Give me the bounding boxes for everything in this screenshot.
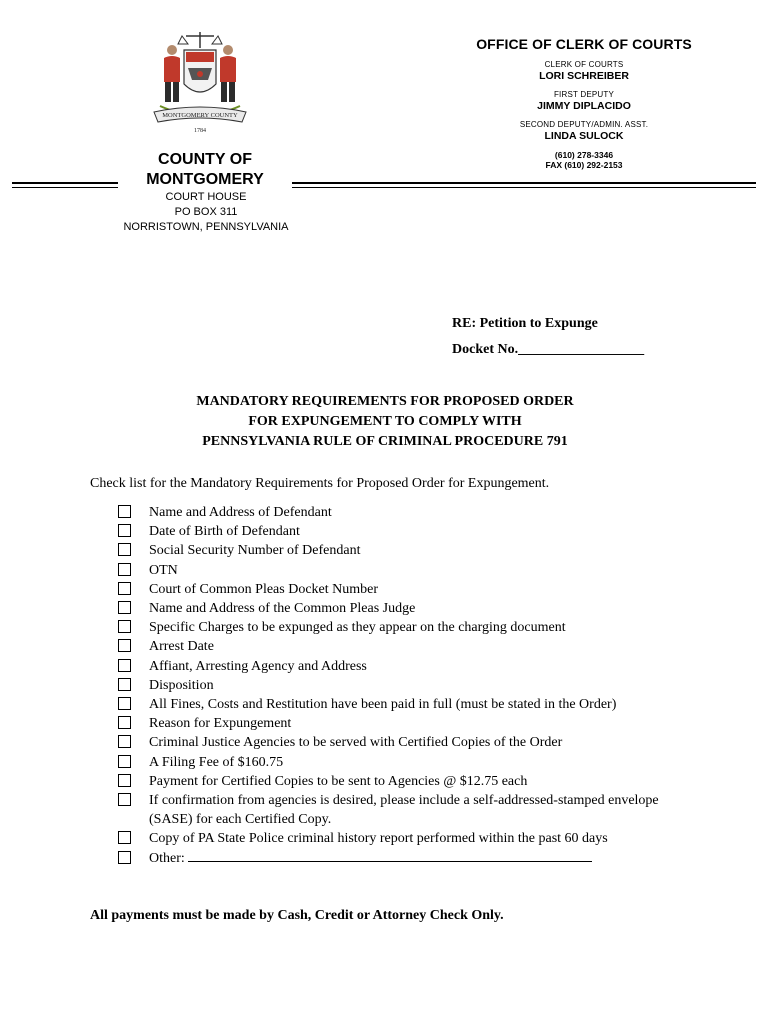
checklist-item	[118, 753, 678, 772]
checklist-item	[118, 561, 678, 580]
checklist-item-label: Disposition	[149, 677, 214, 693]
county-name-line1: COUNTY OF	[158, 151, 252, 168]
checklist-item-label: All Fines, Costs and Restitution have been paid in full (must be stated in the Order)	[149, 697, 617, 713]
checklist-item	[118, 695, 678, 714]
checkbox[interactable]	[118, 774, 131, 787]
document-heading	[90, 392, 680, 452]
checklist-item	[118, 503, 678, 522]
checkbox[interactable]	[118, 601, 131, 614]
checklist-item	[118, 618, 678, 637]
docket-number-field: Docket No.__________________	[452, 342, 645, 357]
heading-line: PENNSYLVANIA RULE OF CRIMINAL PROCEDURE 791	[202, 434, 568, 449]
checklist-item-label: Payment for Certified Copies to be sent to Agencies @ $12.75 each	[149, 773, 528, 789]
checklist-item	[118, 522, 678, 541]
checkbox[interactable]	[118, 831, 131, 844]
address-line: NORRISTOWN, PENNSYLVANIA	[123, 221, 289, 233]
checkbox[interactable]	[118, 639, 131, 652]
checklist-item-label: Social Security Number of Defendant	[149, 543, 361, 559]
header-rule-left-lower	[12, 187, 118, 188]
checklist-item	[118, 599, 678, 618]
staff-name: LORI SCHREIBER	[539, 70, 629, 82]
checkbox[interactable]	[118, 563, 131, 576]
staff-role: SECOND DEPUTY/ADMIN. ASST.	[519, 120, 649, 129]
address-line: PO BOX 311	[174, 206, 238, 218]
checklist-item-label: Affiant, Arresting Agency and Address	[149, 658, 367, 674]
checklist-item-label: Criminal Justice Agencies to be served with Certified Copies of the Order	[149, 735, 563, 751]
checklist-item	[118, 791, 678, 829]
county-seal-logo	[150, 28, 250, 140]
county-name-line2: MONTGOMERY	[146, 171, 264, 188]
checklist-item	[118, 733, 678, 752]
checkbox[interactable]	[118, 620, 131, 633]
county-name	[140, 150, 270, 190]
staff-name: JIMMY DIPLACIDO	[537, 100, 631, 112]
heading-line: FOR EXPUNGEMENT TO COMPLY WITH	[248, 414, 522, 429]
checklist-item-label: Reason for Expungement	[149, 716, 292, 732]
checklist-item-label: Court of Common Pleas Docket Number	[149, 581, 379, 597]
checklist-item	[118, 657, 678, 676]
checklist-item	[118, 637, 678, 656]
checklist-item-label: If confirmation from agencies is desired, please include a self-addressed-stamped envelope (SASE) for each Certified Copy.	[149, 793, 659, 828]
staff-role: FIRST DEPUTY	[553, 90, 615, 99]
re-subject: RE: Petition to Expunge	[452, 316, 598, 331]
checklist-intro: Check list for the Mandatory Requirements for Proposed Order for Expungement.	[90, 476, 550, 491]
checklist-item-label: Copy of PA State Police criminal history report performed within the past 60 days	[149, 831, 608, 847]
checkbox[interactable]	[118, 851, 131, 864]
checkbox[interactable]	[118, 697, 131, 710]
payment-note: All payments must be made by Cash, Credit or Attorney Check Only.	[90, 908, 504, 923]
requirements-checklist	[118, 503, 678, 868]
phone-number: (610) 278-3346	[554, 150, 614, 160]
checklist-item-label: Date of Birth of Defendant	[149, 524, 300, 540]
checkbox[interactable]	[118, 793, 131, 806]
checklist-item-label: A Filing Fee of $160.75	[149, 754, 284, 770]
court-address	[110, 190, 302, 235]
checklist-item	[118, 829, 678, 848]
checklist-item-label: Other:	[149, 850, 185, 866]
office-title: OFFICE OF CLERK OF COURTS	[476, 36, 692, 52]
fax-number: FAX (610) 292-2153	[545, 160, 623, 170]
header-rule-left	[12, 182, 118, 184]
checklist-item	[118, 849, 678, 868]
heading-line: MANDATORY REQUIREMENTS FOR PROPOSED ORDER	[196, 394, 574, 409]
checkbox[interactable]	[118, 659, 131, 672]
checklist-item	[118, 676, 678, 695]
seal-ribbon-text: MONTGOMERY COUNTY	[162, 112, 238, 119]
other-fill-line[interactable]	[188, 849, 592, 862]
checklist-item	[118, 541, 678, 560]
staff-role: CLERK OF COURTS	[544, 60, 624, 69]
header-rule-right-lower	[292, 187, 756, 188]
office-header	[470, 36, 698, 170]
checklist-item-label: Arrest Date	[149, 639, 214, 655]
checkbox[interactable]	[118, 582, 131, 595]
seal-year: 1784	[194, 128, 206, 134]
checkbox[interactable]	[118, 678, 131, 691]
address-line: COURT HOUSE	[165, 191, 247, 203]
checklist-item	[118, 714, 678, 733]
checkbox[interactable]	[118, 543, 131, 556]
checkbox[interactable]	[118, 735, 131, 748]
checkbox[interactable]	[118, 524, 131, 537]
re-block	[452, 316, 644, 368]
checklist-item	[118, 580, 678, 599]
checklist-item	[118, 772, 678, 791]
checklist-item-label: Name and Address of the Common Pleas Judge	[149, 601, 416, 617]
checkbox[interactable]	[118, 716, 131, 729]
checkbox[interactable]	[118, 755, 131, 768]
checklist-item-label: Specific Charges to be expunged as they appear on the charging document	[149, 620, 566, 636]
checklist-item-label: Name and Address of Defendant	[149, 505, 332, 520]
header-rule-right	[292, 182, 756, 184]
staff-name: LINDA SULOCK	[544, 130, 624, 142]
checkbox[interactable]	[118, 505, 131, 518]
checklist-item-label: OTN	[149, 562, 178, 578]
